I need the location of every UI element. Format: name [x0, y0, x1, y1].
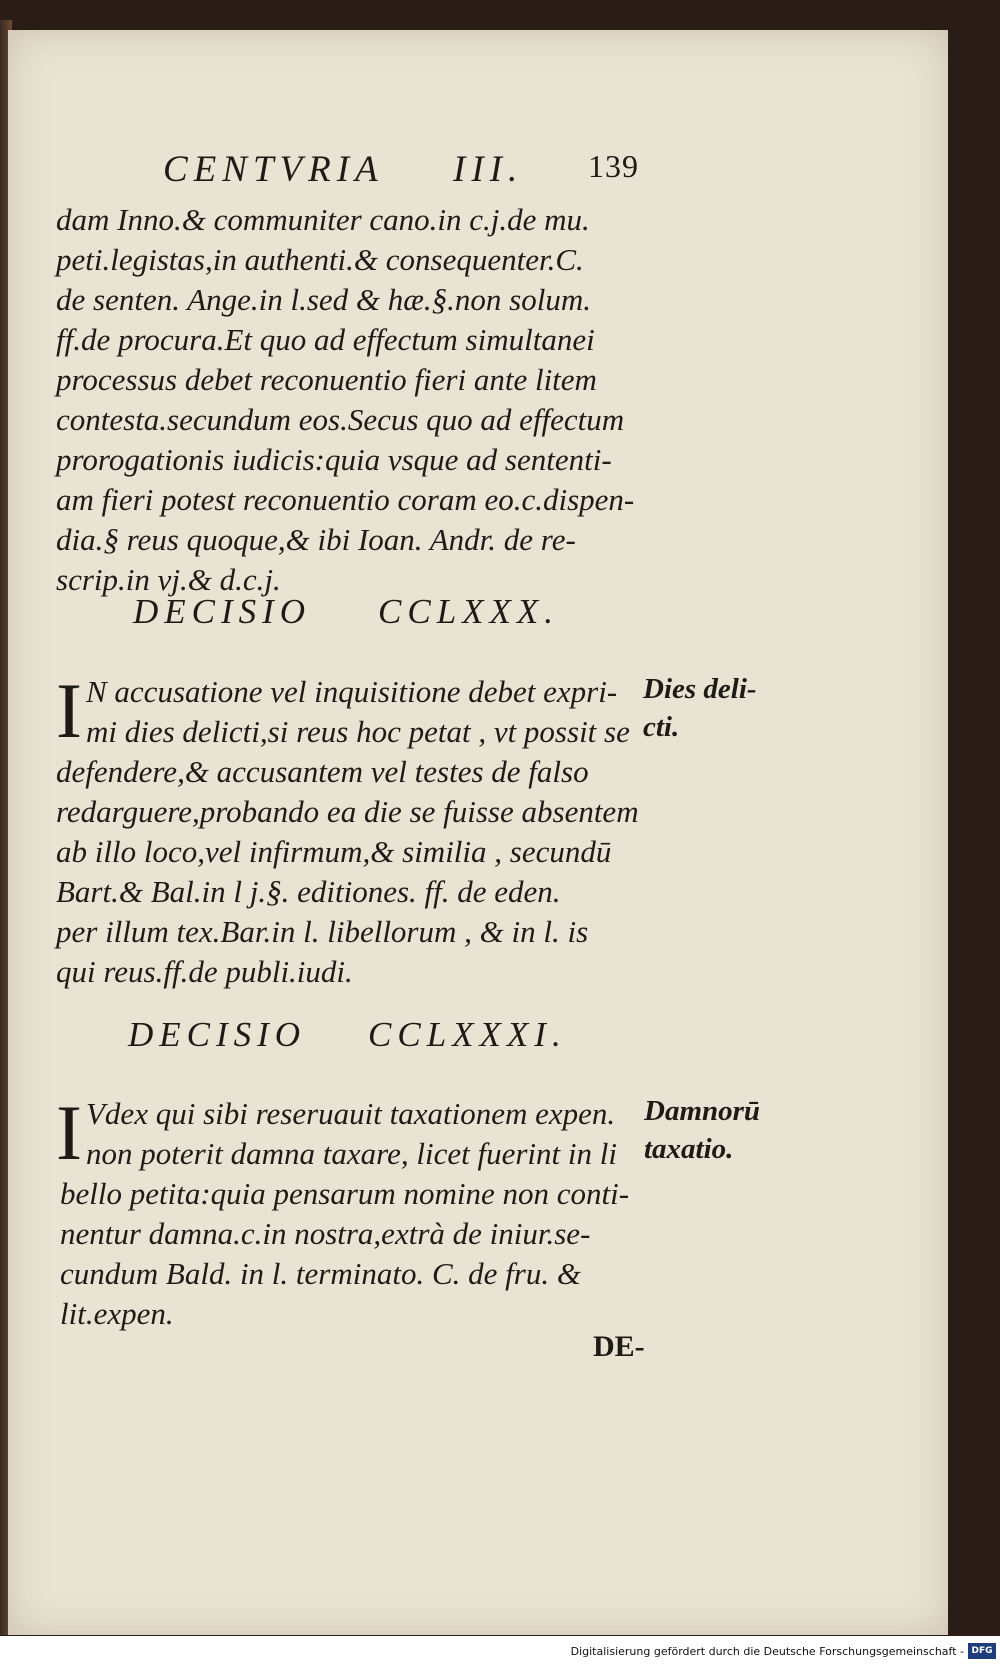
text-line: cundum Bald. in l. terminato. C. de fru. & [60, 1256, 581, 1291]
section2-body-cont [60, 1174, 629, 1334]
drop-capital: I [56, 667, 82, 754]
running-title-number: III. [453, 149, 524, 190]
body-text-top [56, 200, 634, 600]
section-heading-decisio-280 [133, 592, 653, 636]
text-line: de senten. Ange.in l.sed & hæ.§.non solum. [56, 282, 591, 317]
text-line: redarguere,probando ea die se fuisse absentem [56, 794, 639, 829]
funding-credit: Digitalisierung gefördert durch die Deutsche Forschungsgemeinschaft - [570, 1645, 964, 1658]
margin-line: Dies deli- [643, 673, 757, 705]
text-line: N accusatione vel inquisitione debet expri- [86, 674, 618, 709]
text-line: qui reus.ff.de publi.iudi. [56, 954, 353, 989]
section2-body [86, 1094, 617, 1174]
text-line: ff.de procura.Et quo ad effectum simultanei [56, 322, 595, 357]
heading-word: DECISIO [128, 1015, 307, 1054]
heading-number: CCLXXXI. [368, 1015, 567, 1054]
section-heading-decisio-281 [128, 1015, 648, 1059]
text-line: processus debet reconuentio fieri ante litem [56, 362, 597, 397]
book-page [8, 30, 948, 1635]
catchword: DE- [593, 1330, 645, 1363]
heading-word: DECISIO [133, 592, 312, 631]
section1-body [86, 672, 630, 752]
text-line: dam Inno.& communiter cano.in c.j.de mu. [56, 202, 590, 237]
drop-capital: I [56, 1089, 82, 1176]
text-line: defendere,& accusantem vel testes de falso [56, 754, 589, 789]
margin-line: cti. [643, 711, 680, 743]
text-line: non poterit damna taxare, licet fuerint in li [86, 1136, 617, 1171]
section1-body-cont [56, 752, 639, 992]
text-line: ab illo loco,vel infirmum,& similia , secundū [56, 834, 612, 869]
text-line: Bart.& Bal.in l j.§. editiones. ff. de eden. [56, 874, 561, 909]
text-line: bello petita:quia pensarum nomine non conti- [60, 1176, 630, 1211]
text-line: nentur damna.c.in nostra,extrà de iniur.se- [60, 1216, 591, 1251]
margin-line: Damnorū [644, 1095, 761, 1127]
text-line: lit.expen. [60, 1296, 174, 1331]
running-title: CENTVRIA [163, 149, 384, 190]
text-line: Vdex qui sibi reseruauit taxationem expen. [86, 1096, 616, 1131]
text-line: dia.§ reus quoque,& ibi Ioan. Andr. de re- [56, 522, 576, 557]
page-number: 139 [588, 148, 639, 184]
text-line: am fieri potest reconuentio coram eo.c.dispen- [56, 482, 635, 517]
margin-note-damnorum-taxatio [644, 1092, 760, 1168]
margin-line: taxatio. [644, 1133, 734, 1165]
text-line: mi dies delicti,si reus hoc petat , vt possit se [86, 714, 630, 749]
text-line: contesta.secundum eos.Secus quo ad effectum [56, 402, 625, 437]
text-line: scrip.in vj.& d.c.j. [56, 562, 281, 597]
text-line: peti.legistas,in authenti.& consequenter.C. [56, 242, 584, 277]
heading-number: CCLXXX. [378, 592, 560, 631]
digitization-footer [0, 1636, 1000, 1670]
margin-note-dies-delicti [643, 670, 757, 746]
text-line: per illum tex.Bar.in l. libellorum , & in l. is [56, 914, 589, 949]
dfg-logo: DFG [968, 1643, 996, 1659]
text-line: prorogationis iudicis:quia vsque ad sententi- [56, 442, 612, 477]
